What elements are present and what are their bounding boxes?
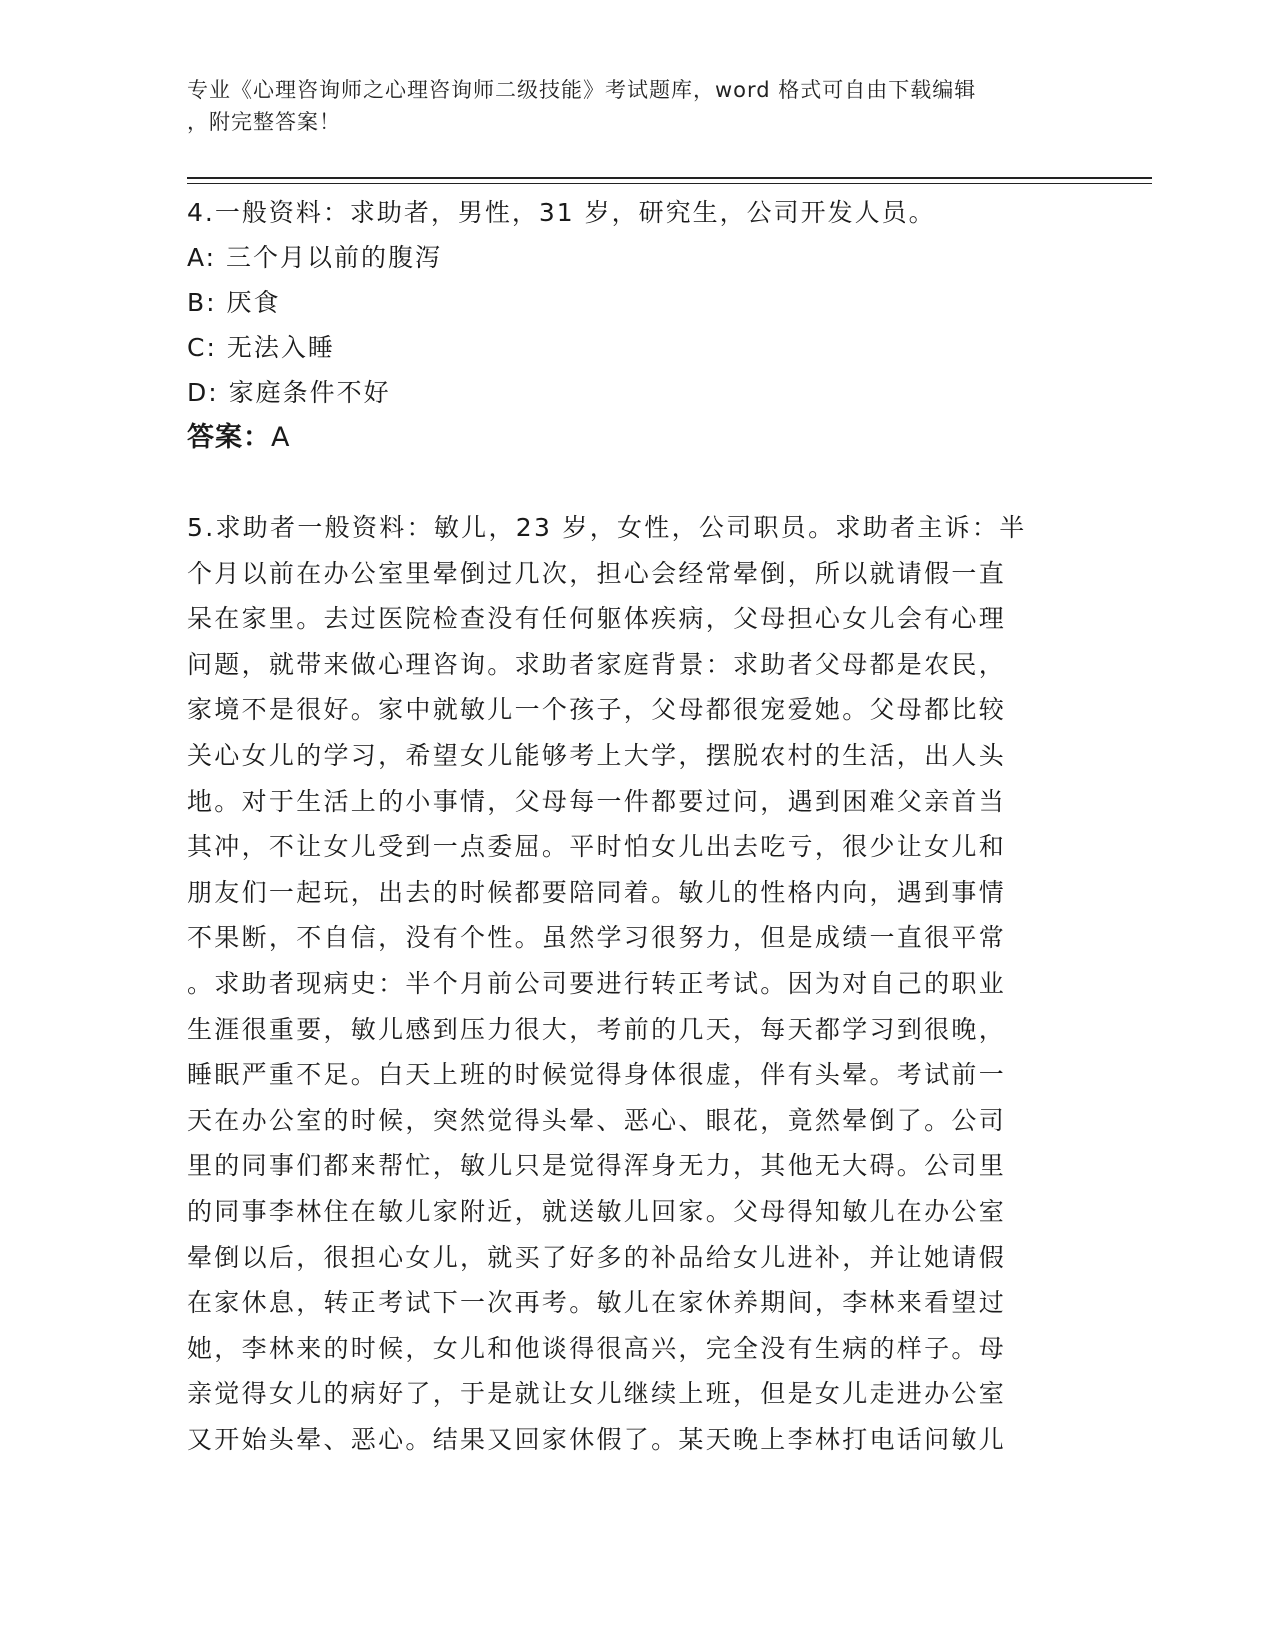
question-5-line: 里的同事们都来帮忙，敏儿只是觉得浑身无力，其他无大碍。公司里 (187, 1151, 1007, 1181)
question-4 (187, 190, 1147, 461)
header-line: 专业《心理咨询师之心理咨询师二级技能》考试题库，word 格式可自由下载编辑 (187, 78, 977, 102)
question-5-line: 天在办公室的时候，突然觉得头晕、恶心、眼花，竟然晕倒了。公司 (187, 1105, 1007, 1135)
question-4-stem: 4.一般资料：求助者，男性，31 岁，研究生，公司开发人员。 (187, 198, 936, 227)
question-5-line: 不果断，不自信，没有个性。虽然学习很努力，但是成绩一直很平常 (187, 923, 1007, 953)
question-5-line: 在家休息，转正考试下一次再考。敏儿在家休养期间，李林来看望过 (187, 1288, 1007, 1318)
question-4-option-d: D: 家庭条件不好 (187, 378, 391, 407)
answer-value: A (271, 422, 291, 453)
question-5-line: 其冲，不让女儿受到一点委屈。平时怕女儿出去吃亏，很少让女儿和 (187, 832, 1007, 862)
question-4-answer (187, 415, 1147, 461)
question-5-line: 问题，就带来做心理咨询。求助者家庭背景：求助者父母都是农民， (187, 649, 1007, 679)
header-divider-thick (187, 177, 1152, 179)
question-5-line: 她，李林来的时候，女儿和他谈得很高兴，完全没有生病的样子。母 (187, 1333, 1007, 1363)
question-4-option-b: B: 厌食 (187, 288, 281, 317)
question-5-line: 睡眠严重不足。白天上班的时候觉得身体很虚，伴有头晕。考试前一 (187, 1060, 1007, 1090)
question-5-line: 个月以前在办公室里晕倒过几次，担心会经常晕倒，所以就请假一直 (187, 558, 1007, 588)
question-5-line: 的同事李林住在敏儿家附近，就送敏儿回家。父母得知敏儿在办公室 (187, 1196, 1007, 1226)
question-5-line: 地。对于生活上的小事情，父母每一件都要过问，遇到困难父亲首当 (187, 786, 1007, 816)
header-line: ，附完整答案！ (187, 110, 341, 134)
question-5-line: 又开始头晕、恶心。结果又回家休假了。某天晚上李林打电话问敏儿 (187, 1424, 1007, 1454)
question-5-line: 呆在家里。去过医院检查没有任何躯体疾病，父母担心女儿会有心理 (187, 604, 1007, 634)
question-4-option-a: A: 三个月以前的腹泻 (187, 243, 443, 272)
question-5-line: 家境不是很好。家中就敏儿一个孩子，父母都很宠爱她。父母都比较 (187, 695, 1007, 725)
question-5-line: 朋友们一起玩，出去的时候都要陪同着。敏儿的性格内向，遇到事情 (187, 877, 1007, 907)
question-5 (187, 505, 1067, 1462)
question-5-line: 晕倒以后，很担心女儿，就买了好多的补品给女儿进补，并让她请假 (187, 1242, 1007, 1272)
question-5-line: 生涯很重要，敏儿感到压力很大，考前的几天，每天都学习到很晚， (187, 1014, 1007, 1044)
question-5-line: 5.求助者一般资料：敏儿，23 岁，女性，公司职员。求助者主诉：半 (187, 513, 1027, 542)
question-4-option-c: C: 无法入睡 (187, 333, 335, 362)
question-5-line: 亲觉得女儿的病好了，于是就让女儿继续上班，但是女儿走进办公室 (187, 1379, 1007, 1409)
header-divider-thin (187, 183, 1152, 184)
question-5-line: 。求助者现病史：半个月前公司要进行转正考试。因为对自己的职业 (187, 968, 1007, 998)
question-5-line: 关心女儿的学习，希望女儿能够考上大学，摆脱农村的生活，出人头 (187, 740, 1007, 770)
answer-label: 答案： (187, 422, 271, 453)
document-header (187, 74, 1067, 138)
